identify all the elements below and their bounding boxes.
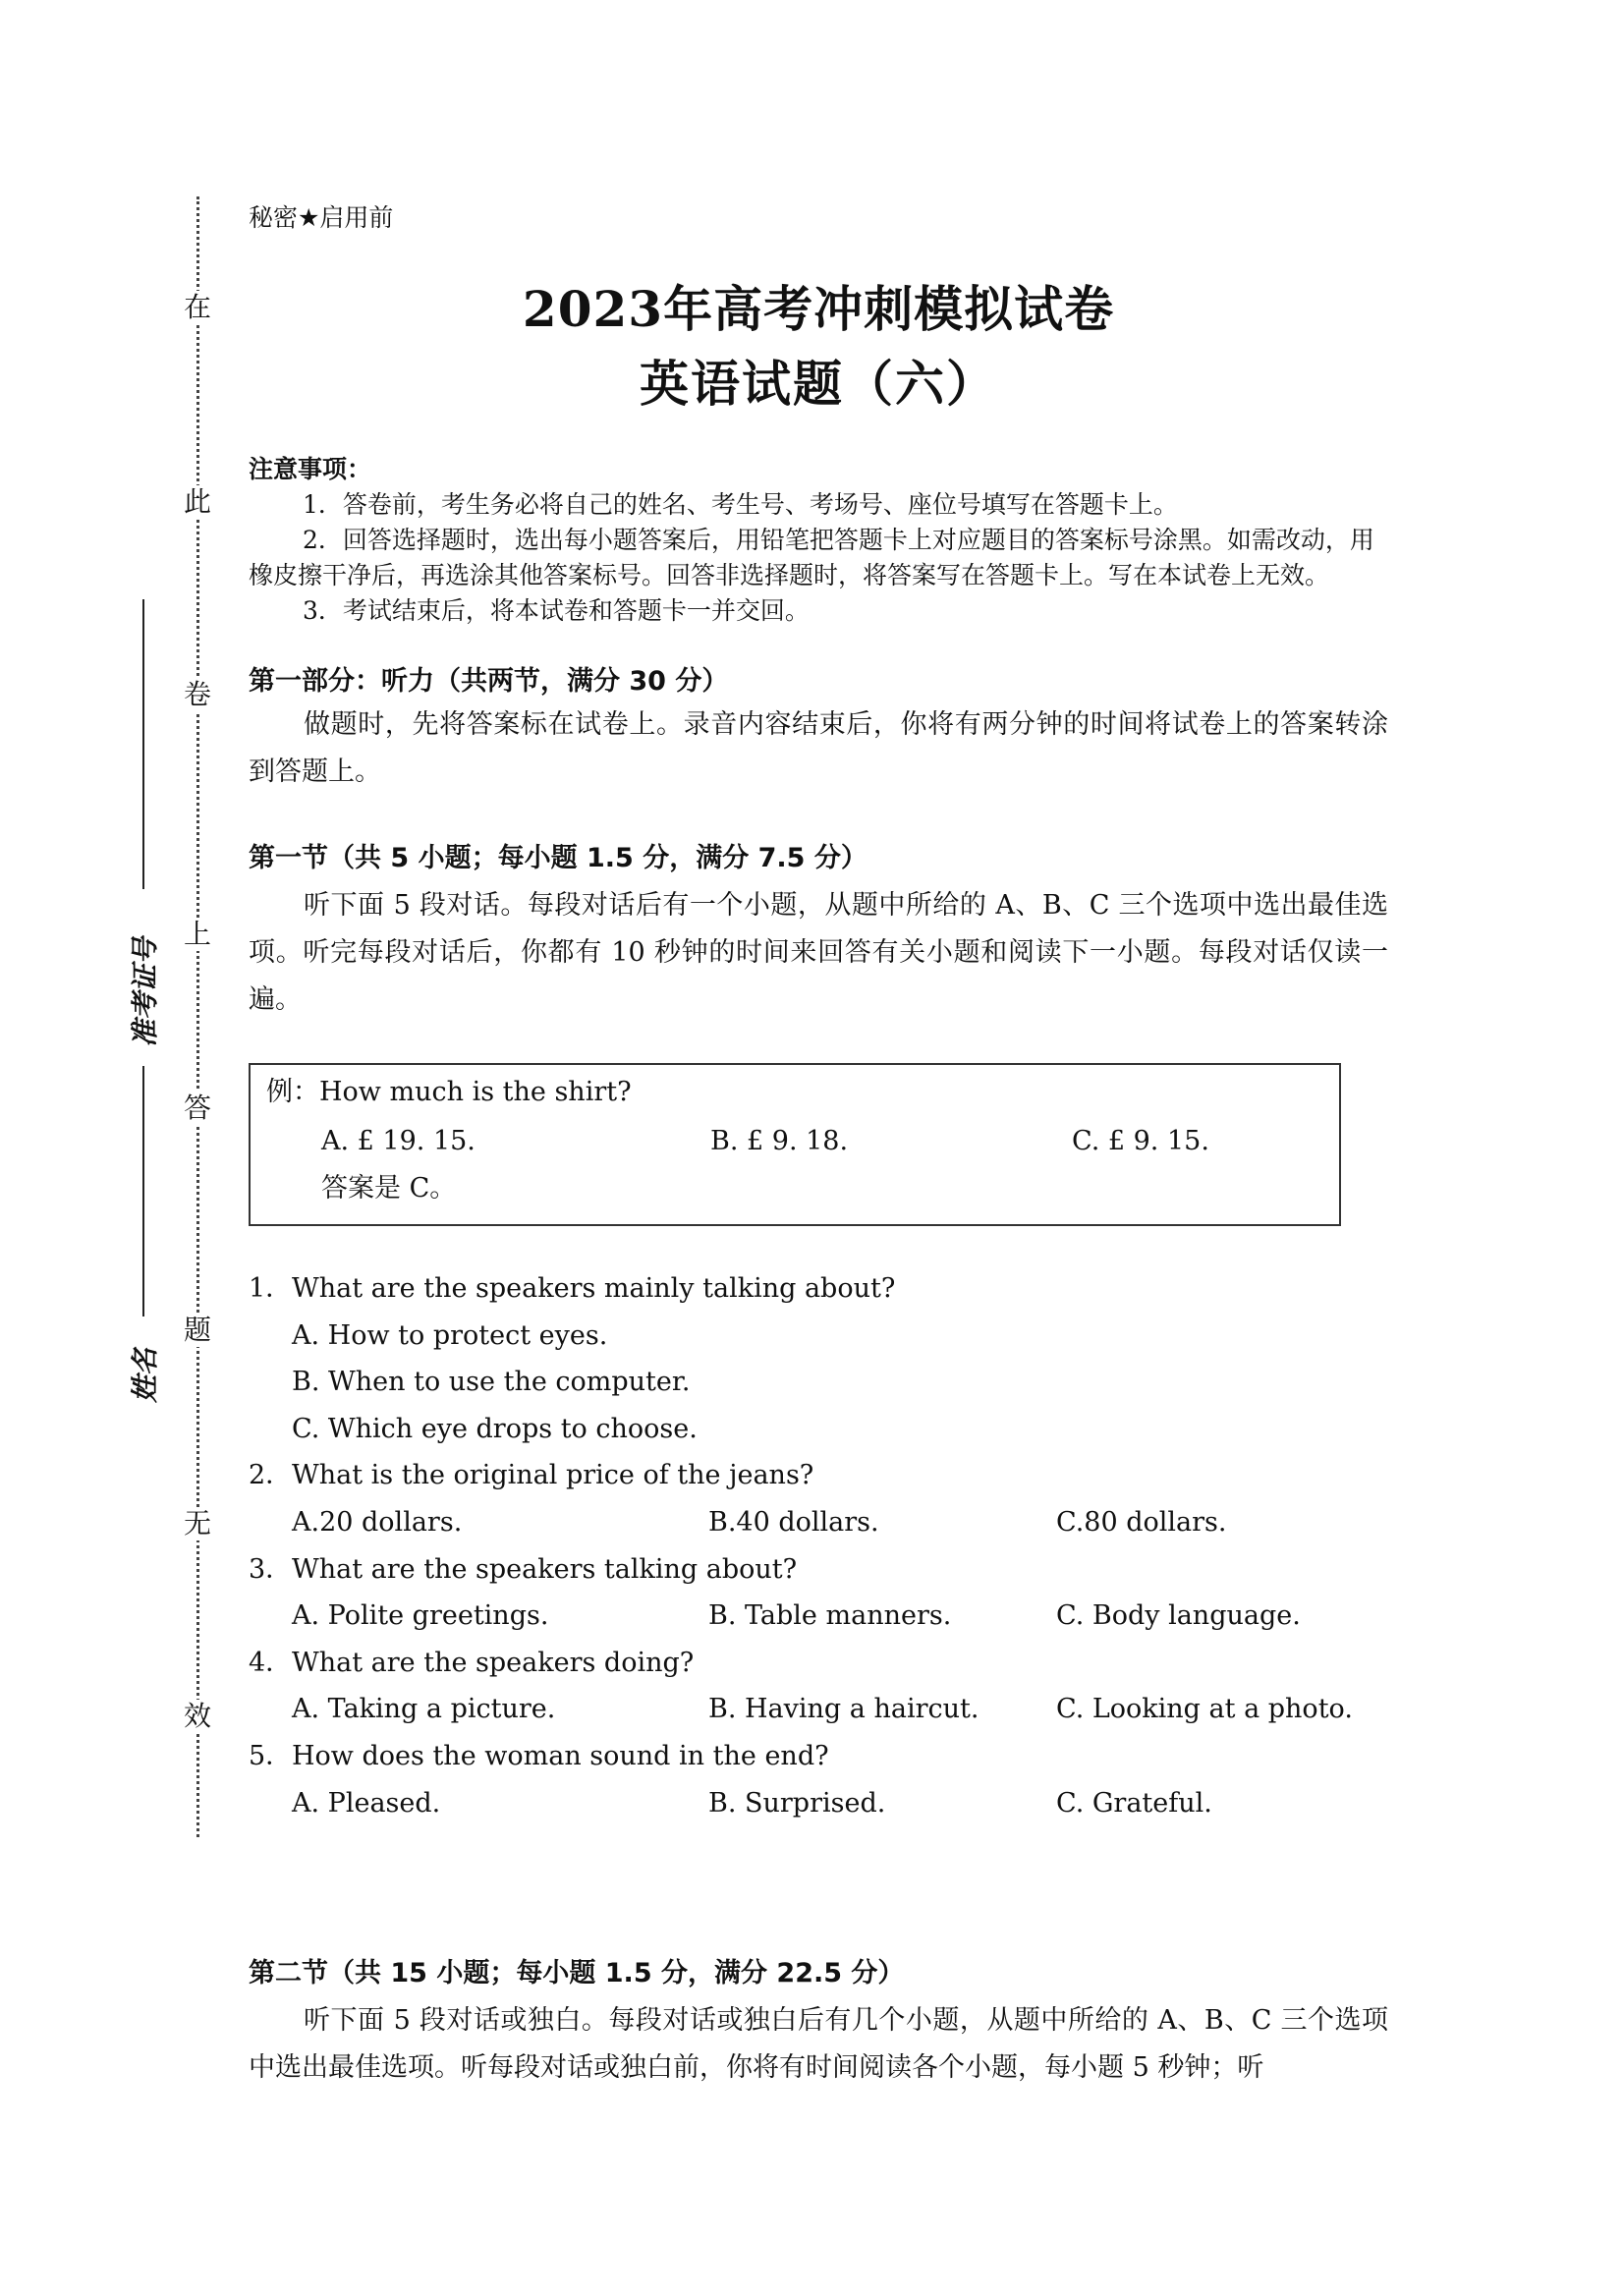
- exam-subtitle: 英语试题（六）: [640, 355, 997, 413]
- section1-instruction: 听下面 5 段对话。每段对话后有一个小题，从题中所给的 A、B、C 三个选项中选出最佳选项。听完每段对话后，你都有 10 秒钟的时间来回答有关小题和阅读下一小题。每段对话仅读一遍。: [249, 890, 1388, 1015]
- option-row: [249, 1780, 1388, 1827]
- seal-char: 在: [180, 291, 215, 324]
- option-c: C.80 dollars.: [1056, 1506, 1227, 1538]
- section2-heading: 第二节（共 15 小题；每小题 1.5 分，满分 22.5 分）: [249, 1958, 905, 1988]
- option-b: B. When to use the computer.: [292, 1367, 691, 1398]
- question-number: 2．: [249, 1460, 293, 1491]
- question-stem: [249, 1640, 1388, 1687]
- example-box: [249, 1063, 1341, 1226]
- exam-content: [249, 198, 1388, 1826]
- question-stem: [249, 1733, 1388, 1780]
- exam-number-label: 准考证号: [129, 936, 161, 1048]
- option-row: [249, 1499, 1388, 1546]
- note-item: 3．考试结束后，将本试卷和答题卡一并交回。: [303, 596, 810, 625]
- seal-char: 此: [180, 485, 215, 519]
- question-text: What is the original price of the jeans?: [292, 1460, 814, 1491]
- option-c: C. Grateful.: [1056, 1787, 1212, 1819]
- option-row: [249, 1686, 1388, 1733]
- option-c: C. Looking at a photo.: [1056, 1694, 1353, 1725]
- option-a: A.20 dollars.: [292, 1506, 463, 1538]
- part1-heading: 第一部分：听力（共两节，满分 30 分）: [249, 666, 729, 697]
- question-number: 3．: [249, 1553, 293, 1585]
- exam-number-line-bottom: [142, 1066, 144, 1316]
- seal-char: 无: [180, 1507, 215, 1540]
- example-question: 例：How much is the shirt?: [266, 1077, 632, 1107]
- seal-char: 上: [180, 918, 215, 951]
- question-stem: [249, 1546, 1388, 1594]
- option-row: [249, 1359, 1388, 1406]
- example-option-b: B. £ 9. 18.: [710, 1126, 849, 1156]
- option-b: B.40 dollars.: [708, 1506, 879, 1538]
- option-b: B. Surprised.: [708, 1787, 886, 1819]
- seal-char: 题: [180, 1314, 215, 1347]
- option-c: C. Body language.: [1056, 1600, 1301, 1632]
- question-list: [249, 1265, 1388, 1826]
- question-number: 4．: [249, 1647, 293, 1678]
- option-a: A. How to protect eyes.: [292, 1319, 608, 1351]
- question-text: What are the speakers talking about?: [292, 1553, 798, 1585]
- part1-instruction: 做题时，先将答案标在试卷上。录音内容结束后，你将有两分钟的时间将试卷上的答案转涂到答题上。: [249, 709, 1388, 787]
- notes-list: [249, 487, 1388, 629]
- option-row: [249, 1593, 1388, 1640]
- confidential-mark: 秘密★启用前: [249, 203, 394, 232]
- note-item: 1．答卷前，考生务必将自己的姓名、考生号、考场号、座位号填写在答题卡上。: [303, 490, 1178, 519]
- option-a: A. Taking a picture.: [292, 1694, 556, 1725]
- binding-dotted-line: [196, 196, 199, 1837]
- question-text: How does the woman sound in the end?: [292, 1740, 829, 1771]
- exam-number-line-top: [142, 599, 144, 889]
- section2: [249, 1950, 1388, 2092]
- note-item: 2．回答选择题时，选出每小题答案后，用铅笔把答题卡上对应题目的答案标号涂黑。如需改动，用橡皮擦干净后，再选涂其他答案标号。回答非选择题时，将答案写在答题卡上。写在本试卷上无效。: [249, 526, 1374, 589]
- example-option-a: A. £ 19. 15.: [321, 1126, 476, 1156]
- seal-char: 效: [180, 1700, 215, 1733]
- option-b: B. Having a haircut.: [708, 1694, 979, 1725]
- example-option-c: C. £ 9. 15.: [1072, 1126, 1209, 1156]
- option-a: A. Pleased.: [292, 1787, 441, 1819]
- notes-heading: 注意事项：: [249, 455, 372, 483]
- question-stem: [249, 1452, 1388, 1499]
- exam-title: 2023年高考冲刺模拟试卷: [522, 280, 1115, 338]
- name-label: 姓名: [129, 1347, 161, 1404]
- option-row: [249, 1406, 1388, 1453]
- seal-char: 卷: [180, 678, 215, 711]
- option-b: B. Table manners.: [708, 1600, 952, 1632]
- question-number: 5．: [249, 1740, 293, 1771]
- question-text: What are the speakers mainly talking about?: [292, 1273, 896, 1304]
- question-number: 1．: [249, 1273, 293, 1304]
- question-stem: [249, 1265, 1388, 1313]
- section1-heading: 第一节（共 5 小题；每小题 1.5 分，满分 7.5 分）: [249, 843, 867, 873]
- option-c: C. Which eye drops to choose.: [292, 1413, 698, 1444]
- seal-char: 答: [180, 1092, 215, 1125]
- section2-instruction: 听下面 5 段对话或独白。每段对话或独白后有几个小题，从题中所给的 A、B、C 三个选项中选出最佳选项。听每段对话或独白前，你将有时间阅读各个小题，每小题 5 秒钟；听: [249, 2005, 1388, 2083]
- option-a: A. Polite greetings.: [292, 1600, 549, 1632]
- option-row: [249, 1313, 1388, 1360]
- example-answer: 答案是 C。: [321, 1173, 457, 1204]
- question-text: What are the speakers doing?: [292, 1647, 695, 1678]
